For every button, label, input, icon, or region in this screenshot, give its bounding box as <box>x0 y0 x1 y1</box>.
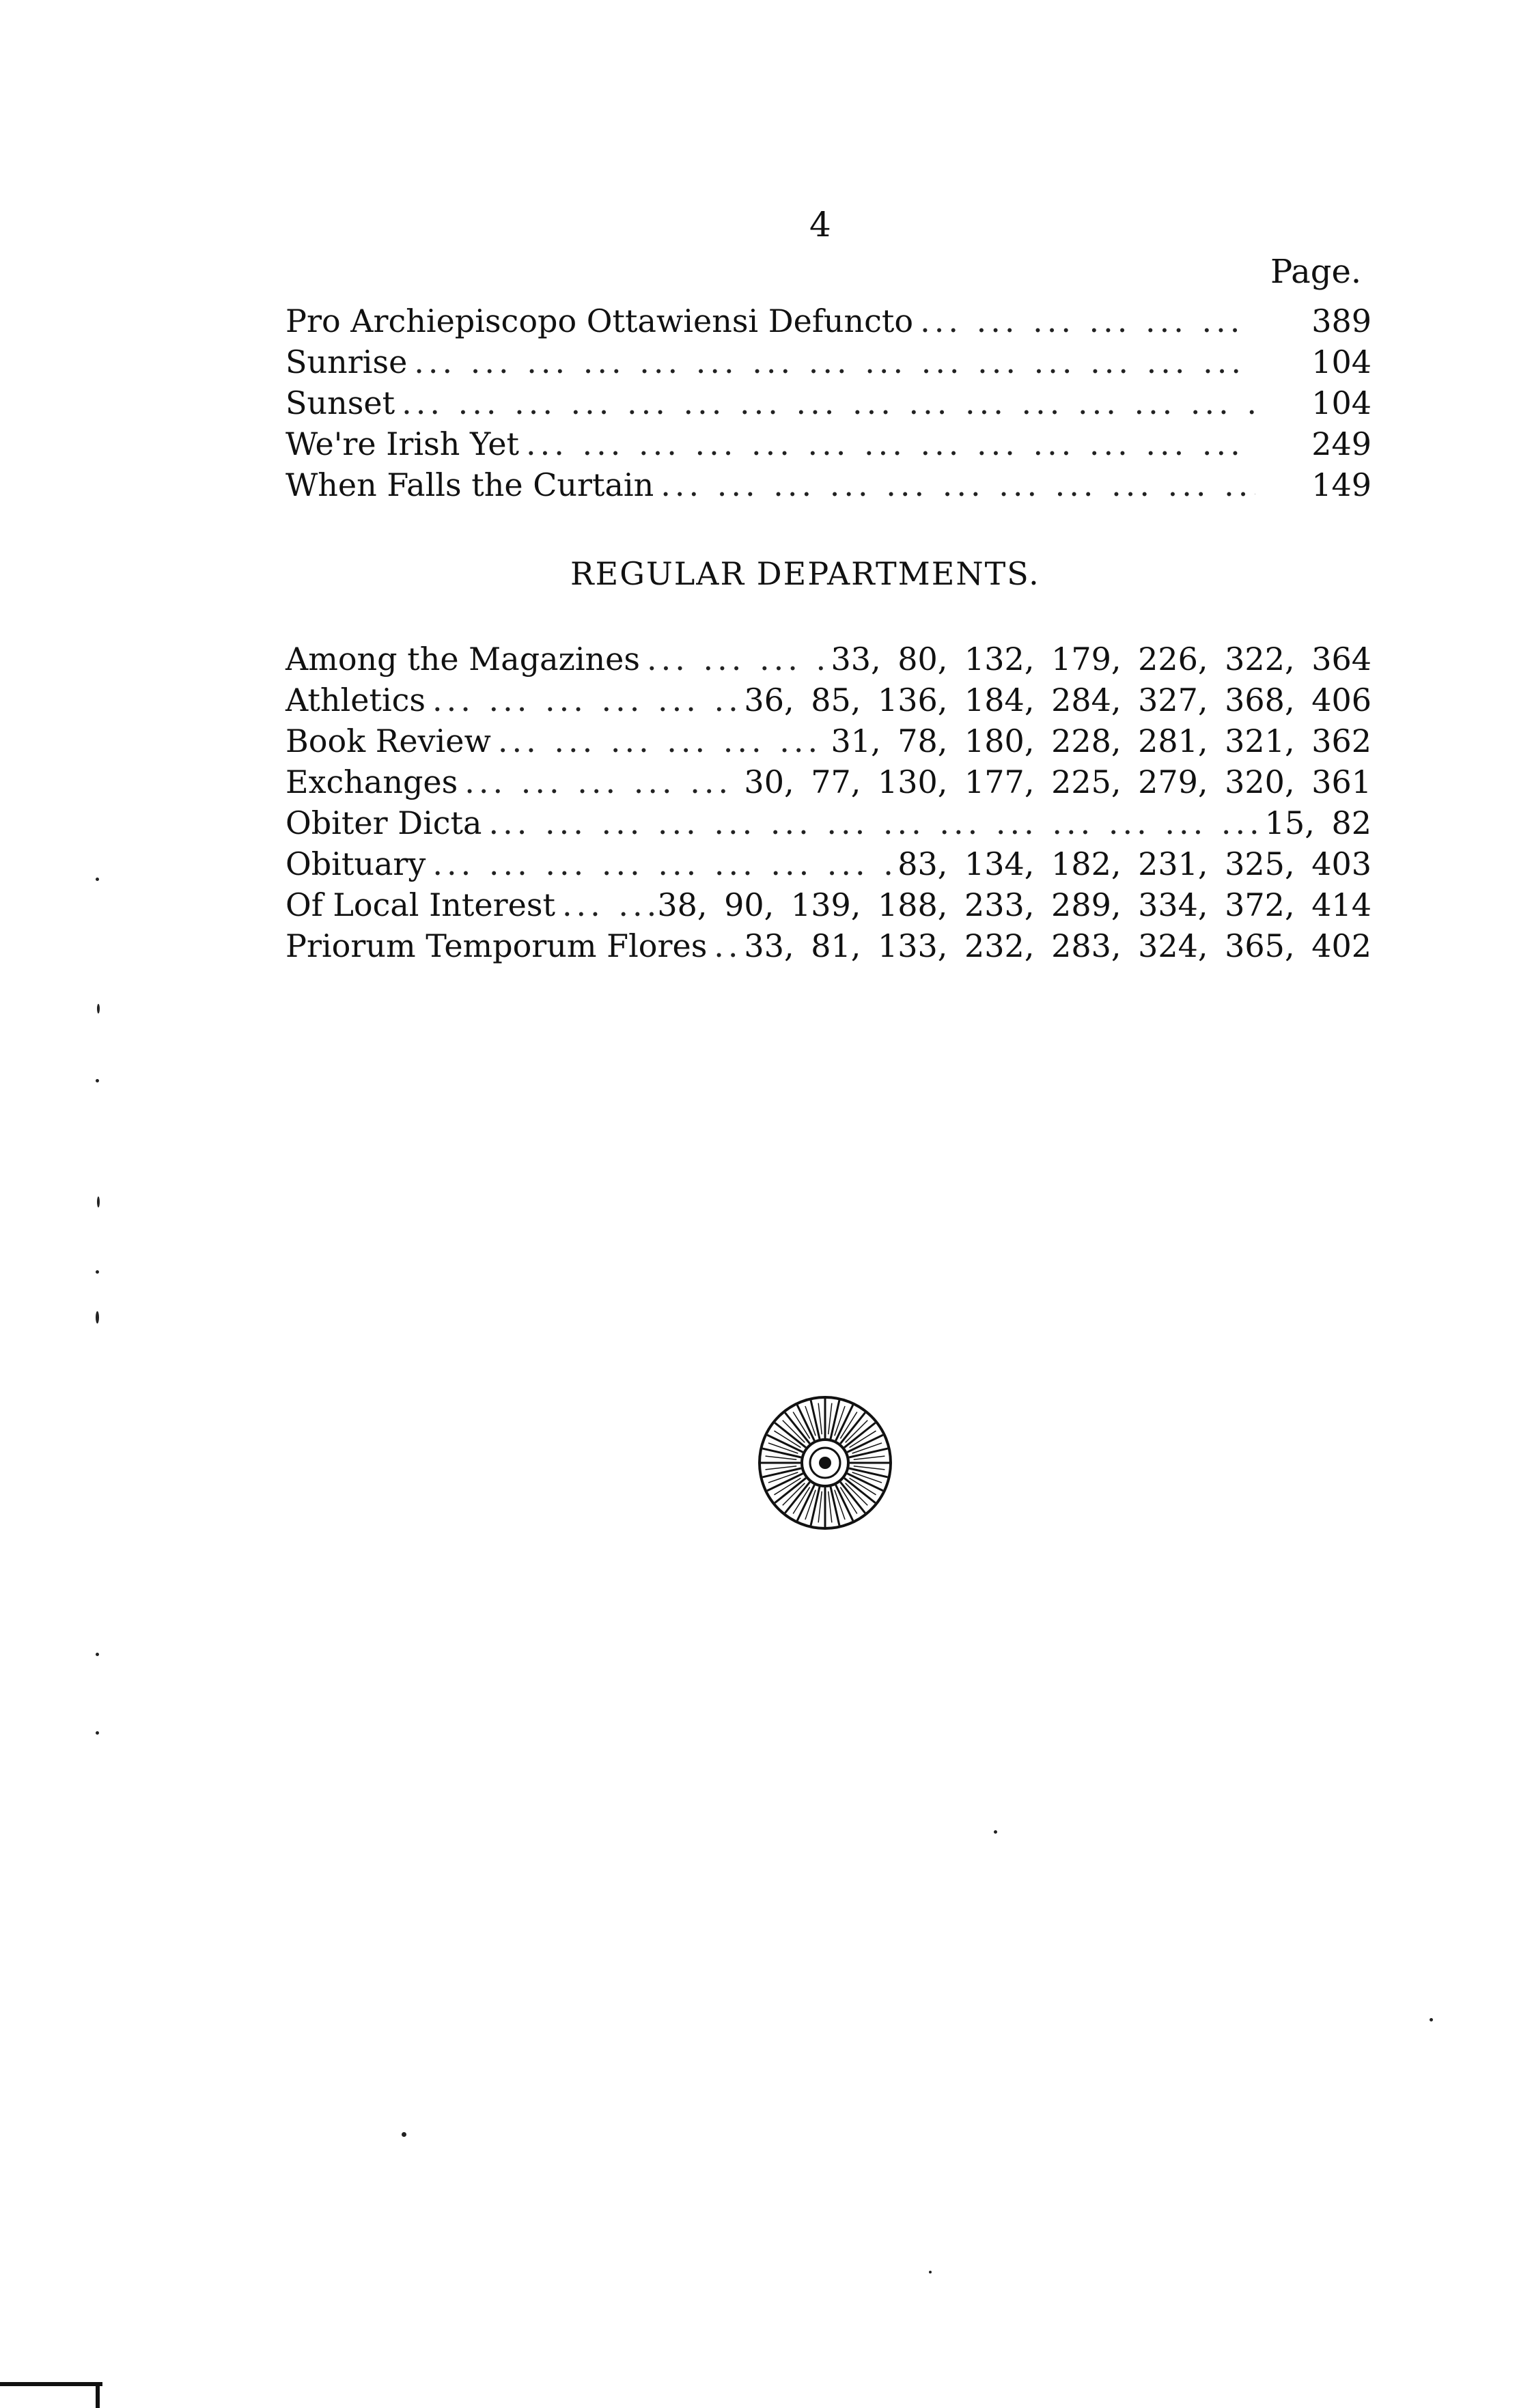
department-entry <box>285 802 1371 843</box>
dot-leader <box>707 925 744 966</box>
section-heading: REGULAR DEPARTMENTS. <box>570 555 1040 592</box>
entry-page: 104 <box>1311 384 1371 421</box>
department-pages: 36, 85, 136, 184, 284, 327, 368, 406 <box>744 682 1371 718</box>
dot-leader <box>913 300 1255 341</box>
department-title: Book Review <box>285 723 491 759</box>
entry-page: 104 <box>1311 344 1371 380</box>
entry-page: 249 <box>1311 425 1371 462</box>
department-pages: 38, 90, 139, 188, 233, 289, 334, 372, 414 <box>657 886 1371 923</box>
entry-page: 149 <box>1311 466 1371 503</box>
entry-title: When Falls the Curtain <box>285 466 654 503</box>
department-entry <box>285 680 1371 720</box>
contents-entry <box>285 423 1371 464</box>
departments-list <box>285 639 1371 966</box>
department-title: Of Local Interest <box>285 886 555 923</box>
dot-leader <box>491 720 831 761</box>
department-title: Priorum Temporum Flores <box>285 927 708 964</box>
department-title: Obiter Dicta <box>285 804 482 841</box>
department-entry <box>285 884 1371 925</box>
dot-leader <box>640 639 831 680</box>
department-entry <box>285 639 1371 680</box>
entry-title: We're Irish Yet <box>285 425 520 462</box>
dot-leader <box>426 843 897 884</box>
department-pages: 15, 82 <box>1264 804 1371 841</box>
dot-leader <box>407 341 1255 382</box>
contents-list <box>285 300 1371 505</box>
department-entry <box>285 925 1371 966</box>
entry-title: Sunset <box>285 384 395 421</box>
entry-page: 389 <box>1311 303 1371 339</box>
page-column-header: Page. <box>1270 253 1362 291</box>
department-entry <box>285 720 1371 761</box>
department-entry <box>285 761 1371 802</box>
department-pages: 33, 81, 133, 232, 283, 324, 365, 402 <box>744 927 1371 964</box>
department-entry <box>285 843 1371 884</box>
dot-leader <box>519 423 1255 464</box>
department-title: Obituary <box>285 845 426 882</box>
department-pages: 31, 78, 180, 228, 281, 321, 362 <box>831 723 1371 759</box>
contents-entry <box>285 382 1371 423</box>
department-pages: 30, 77, 130, 177, 225, 279, 320, 361 <box>744 764 1371 800</box>
entry-title: Sunrise <box>285 344 408 380</box>
department-pages: 83, 134, 182, 231, 325, 403 <box>897 845 1371 882</box>
contents-entry <box>285 464 1371 505</box>
dot-leader <box>426 680 744 720</box>
department-pages: 33, 80, 132, 179, 226, 322, 364 <box>831 641 1371 677</box>
dot-leader <box>555 884 657 925</box>
contents-entry <box>285 341 1371 382</box>
dot-leader <box>654 464 1255 505</box>
department-title: Exchanges <box>285 764 458 800</box>
contents-entry <box>285 300 1371 341</box>
dot-leader <box>482 802 1264 843</box>
department-title: Athletics <box>285 682 426 718</box>
entry-title: Pro Archiepiscopo Ottawiensi Defuncto <box>285 303 914 339</box>
rosette-ornament-icon <box>757 1395 893 1531</box>
dot-leader <box>458 761 744 802</box>
page-number: 4 <box>809 205 831 244</box>
department-title: Among the Magazines <box>285 641 640 677</box>
dot-leader <box>395 382 1255 423</box>
